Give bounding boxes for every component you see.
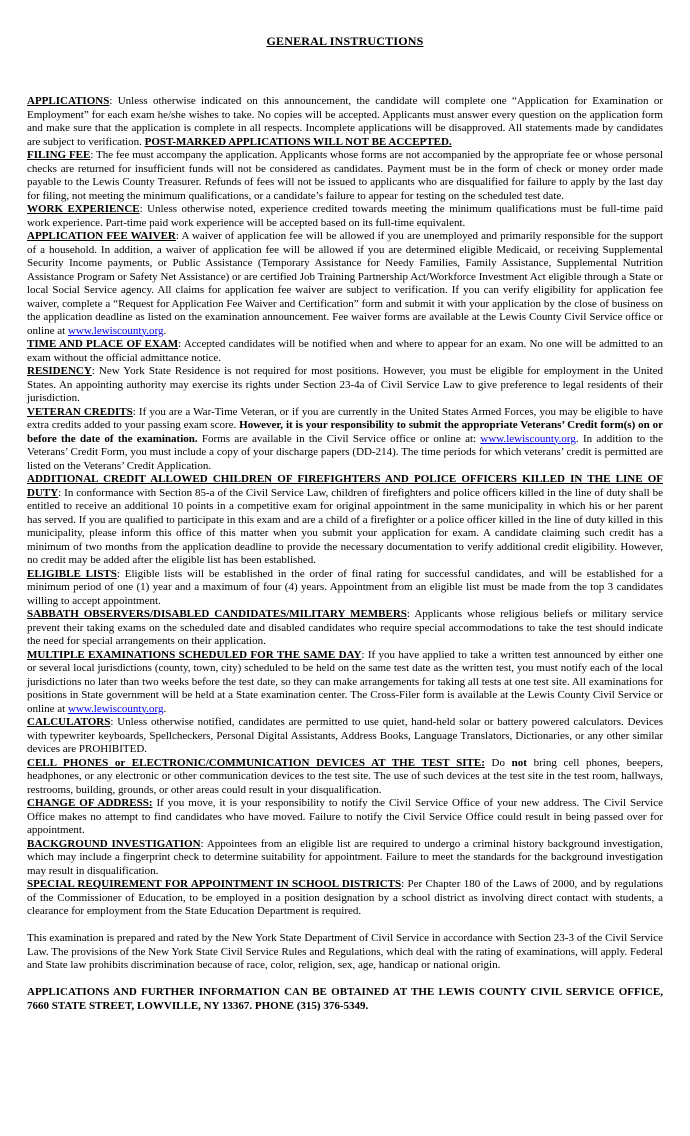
section-veteran-credits: [27, 406, 663, 474]
section-application-fee-waiver: [27, 230, 663, 338]
section-text: : Accepted candidates will be notified when and where to appear for an exam. No one will be admitted to an exam without the official admittance notice.: [27, 338, 663, 364]
section-residency: [27, 365, 663, 406]
lewiscounty-link[interactable]: www.lewiscounty.org: [67, 702, 164, 715]
section-change-of-address: [27, 797, 663, 838]
section-heading: VETERAN CREDITS: [27, 405, 133, 418]
section-additional-credit: [27, 473, 663, 568]
section-text: .: [163, 702, 167, 715]
section-time-and-place: [27, 338, 663, 365]
section-heading: CHANGE OF ADDRESS:: [27, 797, 153, 809]
section-filing-fee: [27, 149, 663, 203]
section-heading: WORK EXPERIENCE: [27, 203, 140, 215]
section-multiple-examinations: [27, 649, 663, 717]
section-text: Do: [484, 756, 512, 769]
section-calculators: [27, 716, 663, 757]
section-text: not: [511, 756, 527, 769]
section-text: This examination is prepared and rated by the New York State Department of Civil Service in accordance with Section 23-3 of the Civil Service Law. The provisions of the New York State Civil Service Rules and Regulations, which deal with the rating of examinations, will apply. Federal and State law prohibits discrimination because of race, color, religion, sex, age, handicap or national origin.: [27, 932, 663, 971]
section-text: : Per Chapter 180 of the Laws of 2000, and by regulations of the Commissioner of Education, to be employed in a position designation by a school district as involving direct contact with students, a clearance for employment from the State Education Department is required.: [27, 878, 663, 917]
section-text: : Unless otherwise notified, candidates are permitted to use quiet, hand-held solar or battery powered calculators. Devices with typewriter keyboards, Spellcheckers, Personal Digital Assistants, Address Books, Language Translators, Dictionaries, or any other similar devices are PROHIBITED.: [27, 716, 663, 755]
section-text: However, it is your responsibility to submit the appropriate Veterans’ Credit form(s) on or before the date of the examination.: [27, 419, 664, 445]
section-heading: SABBATH OBSERVERS/DISABLED CANDIDATES/MILITARY MEMBERS: [27, 608, 407, 620]
section-text: : In conformance with Section 85-a of the Civil Service Law, children of firefighters and police officers killed in the line of duty shall be entitled to receive an additional 10 points in a competitive exam for original appointment in the same municipality in which his or her parent has served. If you are qualified to participate in this exam and are a child of a firefighter or a police officer killed in the line of duty killed in this municipality, please inform this office of this matter when you submit your application for exam. A candidate claiming such credit has a minimum of two months from the application deadline to provide the necessary documentation to verify additional credit eligibility. However, no credit may be added after the eligible list has been established.: [27, 486, 663, 566]
section-text: . In addition to the Veterans’ Credit Form, you must include a copy of your discharge papers (DD-214). The time periods for which veterans’ credit is permitted are listed on the Veterans’ Credit Application.: [27, 432, 664, 472]
section-applications: [27, 95, 663, 149]
section-heading: RESIDENCY: [27, 365, 92, 377]
document-body: [27, 95, 663, 1013]
section-text: : Eligible lists will be established in the order of final rating for successful candidates, and will be established for a minimum period of one (1) year and a maximum of four (4) years. Appointment from an eligible list must be made from the top 3 candidates willing to accept appointment.: [27, 567, 663, 607]
section-text: If you move, it is your responsibility to notify the Civil Service Office of your new address. The Civil Service Office makes no attempt to find candidates who have moved. Failure to notify the Civil Service Office could result in being passed over for appointment.: [27, 797, 663, 836]
section-text: : If you are a War-Time Veteran, or if you are currently in the United States Armed Forces, you may be eligible to have extra credits added to your passing exam score.: [27, 405, 663, 431]
section-text: : A waiver of application fee will be allowed if you are unemployed and primarily responsible for the support of a household. In addition, a waiver of application fee will be allowed if you are determined eligible Medicaid, or receiving Supplemental Security Income payments, or Public Assistance (Temporary Assistance for Needy Families, Family Assistance, Supplemental Nutrition Assistance Program or Safety Net Assistance) or are certified Job Training Partnership Act/Workforce Investment Act eligible through a State or local Social Service agency. All claims for application fee waiver are subject to verification. If you can verify eligibility for application fee waiver, complete a “Request for Application Fee Waiver and Certification” form and submit it with your application by the close of business on the application deadline as listed on the examination announcement. Fee waiver forms are available at the Lewis County Civil Service office or online at: [27, 230, 663, 337]
section-text: : New York State Residence is not required for most positions. However, you must be eligible for employment in the United States. An appointing authority may exercise its rights under Section 23-4a of Civil Service Law to give preference to legal residents of their jurisdiction.: [27, 365, 663, 404]
section-eligible-lists: [27, 568, 663, 609]
section-text: .: [163, 324, 167, 337]
section-heading: APPLICATION FEE WAIVER: [27, 230, 176, 242]
section-cell-phones: [27, 757, 663, 798]
section-heading: CALCULATORS: [27, 716, 111, 728]
section-text: APPLICATIONS AND FURTHER INFORMATION CAN BE OBTAINED AT THE LEWIS COUNTY CIVIL SERVICE OFFICE, 7660 STATE STREET, LOWVILLE, NY 13367. PHONE (315) 376-5349.: [27, 986, 663, 1012]
section-heading: FILING FEE: [27, 149, 91, 161]
section-heading: BACKGROUND INVESTIGATION: [27, 837, 201, 850]
document-title: GENERAL INSTRUCTIONS: [266, 34, 424, 48]
lewiscounty-link[interactable]: www.lewiscounty.org: [480, 432, 576, 445]
lewiscounty-link[interactable]: www.lewiscounty.org: [67, 324, 164, 337]
section-text: : Applicants whose religious beliefs or military service prevent their taking exams on the scheduled date and disabled candidates who require special accommodations to take the test should indicate the need for special arrangements on their application.: [27, 608, 663, 647]
section-text: bring cell phones, beepers, headphones, or any electronic or other communication devices to the test site. The use of such devices at the test site in the test room, hallways, restrooms, building, grounds, or other areas could result in your disqualification.: [27, 756, 663, 796]
section-text: : The fee must accompany the application. Applicants whose forms are not accompanied by the appropriate fee or whose personal checks are returned for insufficient funds will not be considered as candidates. Payment must be in the form of check or money order made payable to the Lewis County Treasurer. Refunds of fees will not be issued to applicants who are disqualified for failure to apply by the last day for filing, not meeting the minimum qualifications, or a candidate’s failure to appear for testing on the scheduled test date.: [27, 149, 663, 202]
section-heading: TIME AND PLACE OF EXAM: [27, 338, 179, 350]
section-text: Forms are available in the Civil Service office or online at:: [197, 432, 481, 445]
section-text: : Unless otherwise noted, experience credited towards meeting the minimum qualifications must be full-time paid work experience. Part-time paid work experience will be accepted based on its full-time equivalent.: [27, 203, 664, 229]
section-heading: CELL PHONES or ELECTRONIC/COMMUNICATION DEVICES AT THE TEST SITE:: [27, 756, 485, 769]
section-heading: MULTIPLE EXAMINATIONS SCHEDULED FOR THE SAME DAY: [27, 648, 362, 661]
section-sabbath-observers: [27, 608, 663, 649]
section-school-districts: [27, 878, 663, 919]
section-heading: ELIGIBLE LISTS: [27, 567, 117, 580]
section-heading: POST-MARKED APPLICATIONS WILL NOT BE ACCEPTED.: [144, 135, 452, 148]
section-work-experience: [27, 203, 663, 230]
section-heading: APPLICATIONS: [27, 95, 110, 107]
paragraph-exam-preparation-note: [27, 932, 663, 973]
section-heading: SPECIAL REQUIREMENT FOR APPOINTMENT IN SCHOOL DISTRICTS: [27, 878, 402, 890]
section-text: : Appointees from an eligible list are required to undergo a criminal history background investigation, which may include a fingerprint check to determine suitability for appointment. Failure to meet the standards for the background investigation may result in disqualification.: [27, 837, 663, 877]
section-background-investigation: [27, 838, 663, 879]
section-text: : If you have applied to take a written test announced by either one or several local jurisdictions (county, town, city) scheduled to be held on the same test date as the written test, you must notify each of the local jurisdictions no later than two weeks before the test date, so they can make arrangements for taking all tests at one test site. All examinations for positions in State government will be held at a State examination center. The Cross-Filer form is available at the Lewis County Civil Service or online at: [27, 648, 664, 715]
section-text: : Unless otherwise indicated on this announcement, the candidate will complete one “Application for Examination or Employment” for each exam he/she wishes to take. No copies will be accepted. Applicants must answer every question on the application form and make sure that the application is complete in all respects. Incomplete applications will be disapproved. All statements made by candidates are subject to verification.: [27, 95, 663, 148]
paragraph-contact-info: [27, 986, 663, 1013]
section-heading: ADDITIONAL CREDIT ALLOWED CHILDREN OF FIREFIGHTERS AND POLICE OFFICERS KILLED IN THE LINE OF DUTY: [27, 473, 663, 499]
